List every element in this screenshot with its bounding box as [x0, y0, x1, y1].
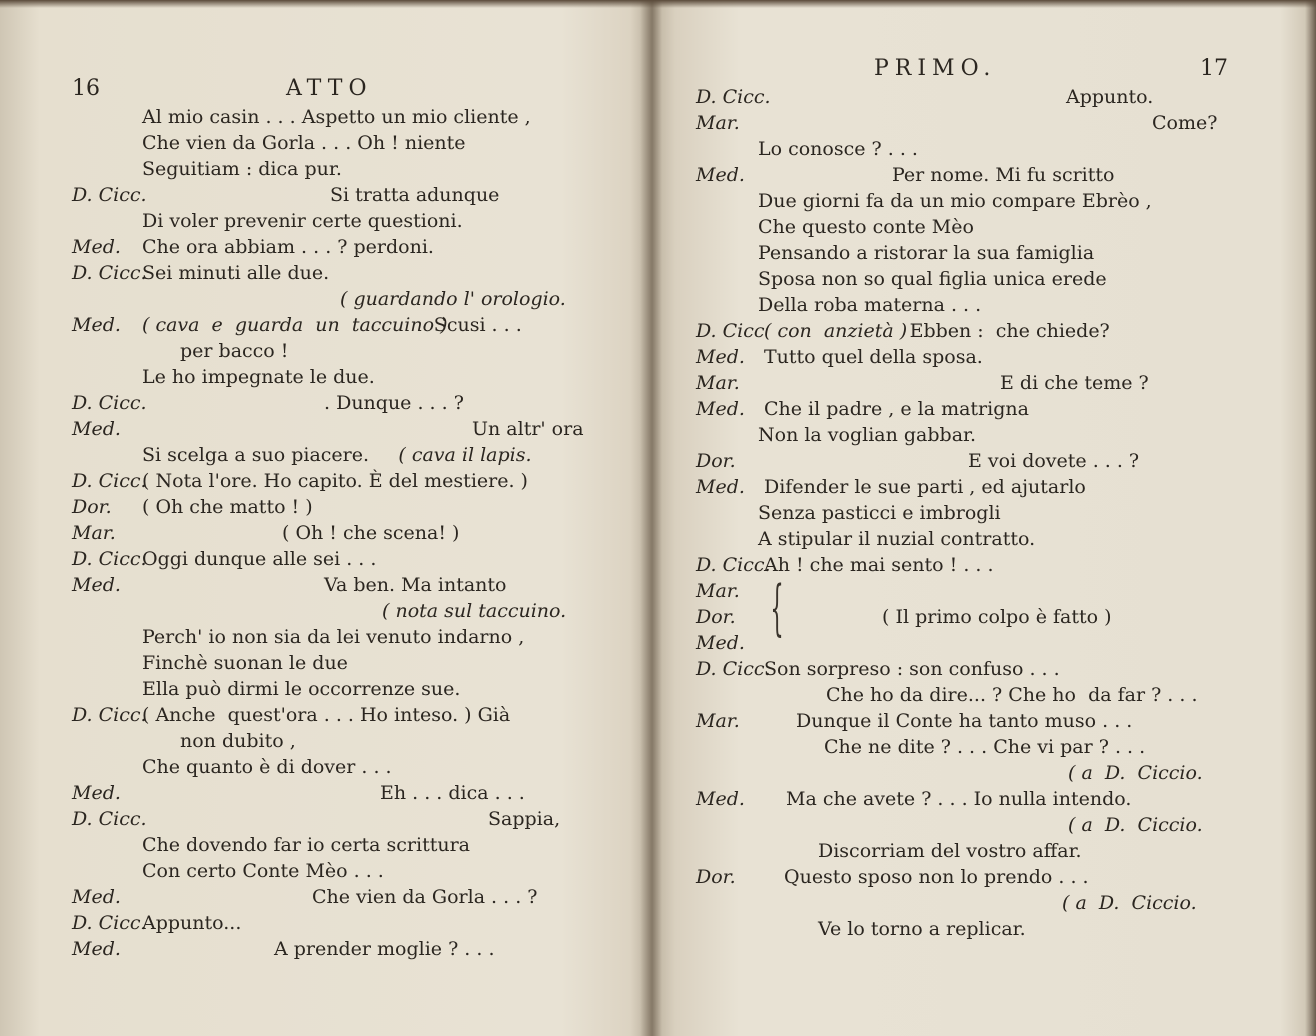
text-line: [696, 474, 1286, 500]
dialogue-text: Della roba materna . . .: [758, 294, 982, 316]
text-line: [72, 936, 632, 962]
text-line: [696, 890, 1286, 916]
text-line: [72, 884, 632, 910]
speaker-name: Mar.: [696, 372, 740, 394]
dialogue-text: Sappia,: [488, 808, 561, 830]
dialogue-text: Non la voglian gabbar.: [758, 424, 977, 446]
page-number-left: 16: [72, 76, 100, 101]
text-line: [72, 494, 632, 520]
dialogue-text: Ma che avete ? . . . Io nulla intendo.: [786, 788, 1132, 810]
dialogue-text: . Dunque . . . ?: [324, 392, 464, 414]
text-line: [696, 84, 1286, 110]
text-line: [696, 552, 1286, 578]
text-line: [696, 292, 1286, 318]
speaker-brace: {: [770, 573, 784, 643]
page-number-right: 17: [1200, 56, 1228, 81]
text-line: [72, 650, 632, 676]
dialogue-text: Ebben : che chiede?: [909, 320, 1110, 342]
speaker-name: Dor.: [696, 606, 736, 628]
text-line: [72, 910, 632, 936]
dialogue-text: Due giorni fa da un mio compare Ebrèo ,: [758, 190, 1152, 212]
speaker-name: Dor.: [72, 496, 112, 518]
speaker-name: D. Cicc.: [72, 548, 147, 570]
speaker-name: Med.: [72, 782, 121, 804]
stage-direction: ( a D. Ciccio.: [1062, 892, 1197, 914]
text-line: [696, 734, 1286, 760]
text-line: [696, 396, 1286, 422]
text-line: [72, 858, 632, 884]
text-line: [72, 130, 632, 156]
dialogue-text: E di che teme ?: [1000, 372, 1149, 394]
dialogue-text: Questo sposo non lo prendo . . .: [784, 866, 1089, 888]
text-line: [72, 338, 632, 364]
dialogue-text: Eh . . . dica . . .: [380, 782, 525, 804]
dialogue-text: Che ora abbiam . . . ? perdoni.: [142, 236, 434, 258]
dialogue-text: Con certo Conte Mèo . . .: [142, 860, 384, 882]
dialogue-text: Che ho da dire... ? Che ho da far ? . . .: [826, 684, 1198, 706]
dialogue-text: Sei minuti alle due.: [142, 262, 330, 284]
text-line: [72, 390, 632, 416]
text-line: [696, 500, 1286, 526]
stage-direction: ( cava e guarda un taccuino ): [142, 314, 448, 336]
dialogue-text: Ella può dirmi le occorrenze sue.: [142, 678, 461, 700]
text-line: [72, 676, 632, 702]
speaker-name: Mar.: [696, 580, 740, 602]
dialogue-text: Discorriam del vostro affar.: [818, 840, 1082, 862]
text-line: [696, 240, 1286, 266]
dialogue-text: Va ben. Ma intanto: [324, 574, 507, 596]
speaker-name: Dor.: [696, 450, 736, 472]
text-line: [696, 526, 1286, 552]
text-line: [72, 806, 632, 832]
text-line: [72, 702, 632, 728]
text-line: [696, 604, 1286, 630]
text-line: [696, 786, 1286, 812]
text-line: [696, 916, 1286, 942]
text-line: [696, 448, 1286, 474]
text-line: [72, 156, 632, 182]
text-line: [72, 780, 632, 806]
dialogue-text: ( Nota l'ore. Ho capito. È del mestiere. ): [142, 470, 528, 492]
dialogue-text: Perch' io non sia da lei venuto indarno ,: [142, 626, 525, 648]
dialogue-text: Ve lo torno a replicar.: [818, 918, 1026, 940]
speaker-name: Med.: [72, 236, 121, 258]
speaker-name: Mar.: [696, 710, 740, 732]
text-line: [696, 110, 1286, 136]
speaker-name: D. Cicc.: [696, 86, 771, 108]
speaker-name: Med.: [696, 164, 745, 186]
text-line: [696, 136, 1286, 162]
dialogue-text: Pensando a ristorar la sua famiglia: [758, 242, 1095, 264]
text-line: [72, 312, 632, 338]
dialogue-text: A prender moglie ? . . .: [274, 938, 495, 960]
text-line: [696, 318, 1286, 344]
text-line: [696, 266, 1286, 292]
text-line: [72, 468, 632, 494]
dialogue-text: Appunto...: [142, 912, 242, 934]
stage-direction: ( a D. Ciccio.: [1068, 762, 1203, 784]
text-line: [72, 234, 632, 260]
text-line: [696, 760, 1286, 786]
text-line: [72, 182, 632, 208]
dialogue-text: Come?: [1152, 112, 1218, 134]
speaker-name: D. Cicc.: [72, 808, 147, 830]
running-head-left: ATTO: [286, 76, 373, 101]
dialogue-text: ( Oh che matto ! ): [142, 496, 313, 518]
dialogue-text: Si scelga a suo piacere.: [142, 444, 370, 466]
dialogue-text: Che questo conte Mèo: [758, 216, 974, 238]
dialogue-text: Che quanto è di dover . . .: [142, 756, 392, 778]
text-line: [72, 520, 632, 546]
text-line: [72, 754, 632, 780]
dialogue-text: Dunque il Conte ha tanto muso . . .: [796, 710, 1133, 732]
speaker-name: D. Cicc.: [72, 392, 147, 414]
dialogue-text: Appunto.: [1066, 86, 1154, 108]
dialogue-text: Che ne dite ? . . . Che vi par ? . . .: [824, 736, 1146, 758]
speaker-name: Mar.: [72, 522, 116, 544]
dialogue-text: Sposa non so qual figlia unica erede: [758, 268, 1107, 290]
left-text-block: [72, 104, 632, 962]
text-line: [72, 208, 632, 234]
speaker-name: D. Cicc.: [72, 704, 147, 726]
speaker-name: Med.: [72, 886, 121, 908]
dialogue-text: Lo conosce ? . . .: [758, 138, 918, 160]
dialogue-text: ( Anche quest'ora . . . Ho inteso. ) Già: [142, 704, 511, 726]
speaker-name: Med.: [72, 938, 121, 960]
text-line: [696, 864, 1286, 890]
speaker-name: D. Cicc.: [72, 262, 147, 284]
dialogue-text: E voi dovete . . . ?: [968, 450, 1140, 472]
text-line: [72, 416, 632, 442]
speaker-name: D. Cicc.: [696, 658, 771, 680]
text-line: [72, 104, 632, 130]
stage-direction: ( cava il lapis.: [398, 444, 532, 466]
text-line: [696, 682, 1286, 708]
speaker-name: D. Cicc.: [72, 470, 147, 492]
text-line: [696, 344, 1286, 370]
text-line: [72, 442, 632, 468]
text-line: [72, 364, 632, 390]
dialogue-text: Oggi dunque alle sei . . .: [142, 548, 377, 570]
text-line: [696, 188, 1286, 214]
text-line: [72, 260, 632, 286]
dialogue-text: Son sorpreso : son confuso . . .: [764, 658, 1060, 680]
text-line: [696, 708, 1286, 734]
dialogue-text: A stipular il nuzial contratto.: [758, 528, 1036, 550]
dialogue-text: ( Oh ! che scena! ): [282, 522, 460, 544]
running-head-right: PRIMO.: [874, 56, 997, 81]
dialogue-text: Si tratta adunque: [330, 184, 500, 206]
text-line: [696, 214, 1286, 240]
text-line: [72, 832, 632, 858]
stage-direction: ( con anzietà ): [764, 320, 908, 342]
speaker-name: Med.: [72, 314, 121, 336]
dialogue-text: Che vien da Gorla . . . Oh ! niente: [142, 132, 466, 154]
dialogue-text: Che il padre , e la matrigna: [764, 398, 1029, 420]
speaker-name: D. Cicc: [696, 320, 765, 342]
dialogue-text: Per nome. Mi fu scritto: [892, 164, 1115, 186]
dialogue-text: per bacco !: [180, 340, 289, 362]
dialogue-text: Di voler prevenir certe questioni.: [142, 210, 463, 232]
text-line: [72, 598, 632, 624]
text-line: [72, 546, 632, 572]
speaker-name: D. Cicc.: [72, 184, 147, 206]
dialogue-text: Che dovendo far io certa scrittura: [142, 834, 470, 856]
speaker-name: D. Cicc.: [72, 912, 147, 934]
left-page: [0, 0, 650, 1036]
book-gutter: [640, 0, 662, 1036]
speaker-name: Med.: [696, 788, 745, 810]
text-line: [696, 812, 1286, 838]
speaker-name: Med.: [696, 346, 745, 368]
text-line: [72, 286, 632, 312]
text-line: [696, 370, 1286, 396]
dialogue-text: non dubito ,: [180, 730, 296, 752]
speaker-name: Med.: [696, 398, 745, 420]
stage-direction: ( a D. Ciccio.: [1068, 814, 1203, 836]
dialogue-text: Finchè suonan le due: [142, 652, 348, 674]
text-line: [696, 162, 1286, 188]
speaker-name: Med.: [696, 632, 745, 654]
dialogue-text: Scusi . . .: [433, 314, 522, 336]
dialogue-text: Al mio casin . . . Aspetto un mio cliente ,: [142, 106, 531, 128]
dialogue-text: Un altr' ora: [472, 418, 584, 440]
dialogue-text: Seguitiam : dica pur.: [142, 158, 342, 180]
dialogue-text: Che vien da Gorla . . . ?: [312, 886, 538, 908]
speaker-name: Med.: [72, 418, 121, 440]
text-line: [696, 630, 1286, 656]
text-line: [72, 728, 632, 754]
text-line: [696, 422, 1286, 448]
text-line: [72, 572, 632, 598]
dialogue-text: Senza pasticci e imbrogli: [758, 502, 1001, 524]
dialogue-text: Le ho impegnate le due.: [142, 366, 375, 388]
right-text-block: [696, 84, 1286, 942]
right-page: [650, 0, 1316, 1036]
stage-direction: ( nota sul taccuino.: [382, 600, 567, 622]
stage-direction: ( guardando l' orologio.: [340, 288, 566, 310]
text-line: [72, 624, 632, 650]
speaker-name: Med.: [696, 476, 745, 498]
speaker-name: Med.: [72, 574, 121, 596]
speaker-name: D. Cicc.: [696, 554, 771, 576]
dialogue-text: Ah ! che mai sento ! . . .: [764, 554, 994, 576]
dialogue-text: Difender le sue parti , ed ajutarlo: [764, 476, 1086, 498]
dialogue-text: ( Il primo colpo è fatto ): [882, 606, 1112, 628]
speaker-name: Mar.: [696, 112, 740, 134]
text-line: [696, 578, 1286, 604]
page-top-edge: [0, 0, 1316, 8]
text-line: [696, 838, 1286, 864]
text-line: [696, 656, 1286, 682]
dialogue-text: Tutto quel della sposa.: [764, 346, 983, 368]
speaker-name: Dor.: [696, 866, 736, 888]
